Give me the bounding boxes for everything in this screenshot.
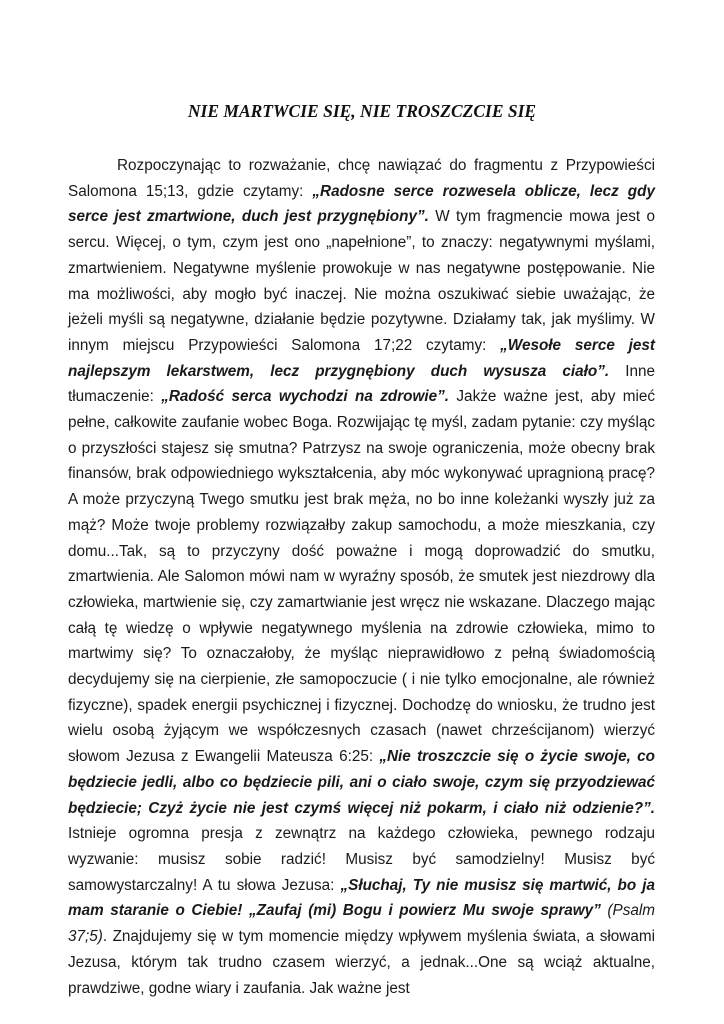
document-title: NIE MARTWCIE SIĘ, NIE TROSZCZCIE SIĘ [187, 101, 537, 121]
text-run: . Znajdujemy się w tym momencie między wpływem myślenia świata, a słowami Jezusa, którym tak trudno czasem wierzyć, a jednak...One są wciąż aktualne, prawdziwe, godne wiary i zaufania. Jak ważne jest [68, 928, 655, 997]
scripture-quote: „Wesołe serce jest najlepszym lekarstwem, lecz przygnębiony duch wysusza ciało”. [68, 336, 655, 380]
text-run: W tym fragmencie mowa jest o sercu. Więcej, o tym, czym jest ono „napełnione”, to znaczy: negatywnymi myślami, zmartwieniem. Negatywne myślenie prowokuje w nas negatywne postępowanie. Nie ma możliwości, aby mogło być inaczej. Nie można oszukiwać siebie uważając, że jeżeli myśli są negatywne, działanie będzie pozytywne. Działamy tak, jak myślimy. W innym miejscu Przypowieści Salomona 17;22 czytamy: [68, 208, 655, 354]
scripture-quote: „Radość serca wychodzi na zdrowie”. [161, 388, 450, 406]
text-run: Istnieje ogromna presja z zewnątrz na każdego człowieka, pewnego rodzaju wyzwanie: musisz sobie radzić! Musisz być samodzielny! Musisz być samowystarczalny! A tu słowa Jezusa: [68, 825, 655, 894]
scripture-quote: „Słuchaj, Ty nie musisz się martwić, bo ja mam staranie o Ciebie! „Zaufaj (mi) Bogu i powierz Mu swoje sprawy” [68, 876, 655, 920]
text-run: Inne tłumaczenie: [68, 362, 655, 406]
scripture-quote: „Nie troszczcie się o życie swoje, co będziecie jedli, albo co będziecie pili, ani o ciało swoje, czym się przyodziewać będziecie; Czyż życie nie jest czymś więcej niż pokarm, i ciało niż odzienie?”. [68, 748, 655, 817]
scripture-quote: „Radosne serce rozwesela oblicze, lecz gdy serce jest zmartwione, duch jest przygnębiony”. [68, 182, 655, 226]
body-paragraph [68, 153, 655, 1001]
scripture-reference: (Psalm 37;5) [68, 902, 655, 946]
text-run: Rozpoczynając to rozważanie, chcę nawiązać do fragmentu z Przypowieści Salomona 15;13, gdzie czytamy: [68, 157, 655, 200]
text-run: Jakże ważne jest, aby mieć pełne, całkowite zaufanie wobec Boga. Rozwijając tę myśl, zadam pytanie: czy myśląc o przyszłości stajesz się smutna? Patrzysz na swoje ograniczenia, może obecny brak finansów, brak odpowiedniego wykształcenia, aby móc wykonywać upragnioną pracę? A może przyczyną Twego smutku jest brak męża, no bo inne koleżanki wyszły już za mąż? Może twoje problemy rozwiązałby zakup samochodu, a może mieszkania, czy domu...Tak, są to przyczyny dość poważne i mogą doprowadzić do smutku, zmartwienia. Ale Salomon mówi nam w wyraźny sposób, że smutek jest niezdrowy dla człowieka, martwienie się, czy zamartwianie jest wręcz nie wskazane. Dlaczego mając całą tę wiedzę o wpływie negatywnego myślenia na zdrowie człowieka, mimo to martwimy się? To oznaczałoby, że myśląc nieprawidłowo z pełną świadomością decydujemy się na cierpienie, złe samopoczucie ( i nie tylko emocjonalne, ale również fizyczne), spadek energii psychicznej i fizycznej. Dochodzę do wniosku, że trudno jest wielu osobą żyjącym we współczesnych czasach (nawet chrześcijanom) wierzyć słowom Jezusa z Ewangelii Mateusza 6:25: [68, 388, 655, 766]
document-body [68, 153, 655, 1001]
